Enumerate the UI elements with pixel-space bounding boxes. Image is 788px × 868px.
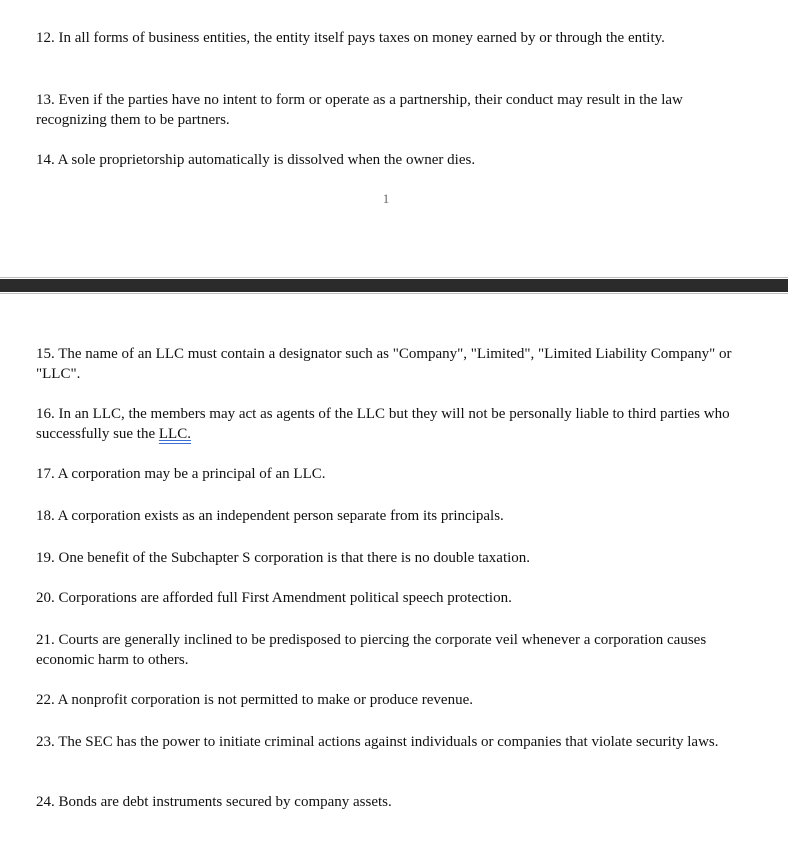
question-23: 23. The SEC has the power to initiate criminal actions against individuals or companies that violate security laws. [36, 734, 719, 750]
page-gap-band [0, 279, 788, 292]
question-14: 14. A sole proprietorship automatically is dissolved when the owner dies. [36, 152, 476, 168]
question-18: 18. A corporation exists as an independent person separate from its principals. [36, 508, 504, 524]
question-16 [36, 404, 736, 444]
document-page-2 [0, 294, 788, 868]
question-16-text: 16. In an LLC, the members may act as agents of the LLC but they will not be personally liable to third parties who successfully sue the [36, 406, 730, 442]
question-17: 17. A corporation may be a principal of an LLC. [36, 466, 326, 482]
question-22: 22. A nonprofit corporation is not permitted to make or produce revenue. [36, 692, 473, 708]
page-number: 1 [382, 191, 390, 206]
question-21: 21. Courts are generally inclined to be predisposed to piercing the corporate veil whenever a corporation causes economic harm to others. [36, 632, 707, 668]
page-break-divider [0, 276, 788, 295]
page-edge-line [0, 277, 788, 278]
question-15: 15. The name of an LLC must contain a designator such as "Company", "Limited", "Limited Liability Company" or "LLC". [36, 346, 732, 382]
spellcheck-flagged-word[interactable]: LLC. [158, 426, 191, 442]
question-13: 13. Even if the parties have no intent to form or operate as a partnership, their conduct may result in the law recognizing them to be partners. [36, 92, 683, 128]
question-20: 20. Corporations are afforded full First Amendment political speech protection. [36, 590, 512, 606]
question-19: 19. One benefit of the Subchapter S corporation is that there is no double taxation. [36, 550, 531, 566]
document-page-1 [0, 0, 788, 278]
question-24: 24. Bonds are debt instruments secured by company assets. [36, 794, 392, 810]
question-12: 12. In all forms of business entities, the entity itself pays taxes on money earned by or through the entity. [36, 30, 665, 46]
